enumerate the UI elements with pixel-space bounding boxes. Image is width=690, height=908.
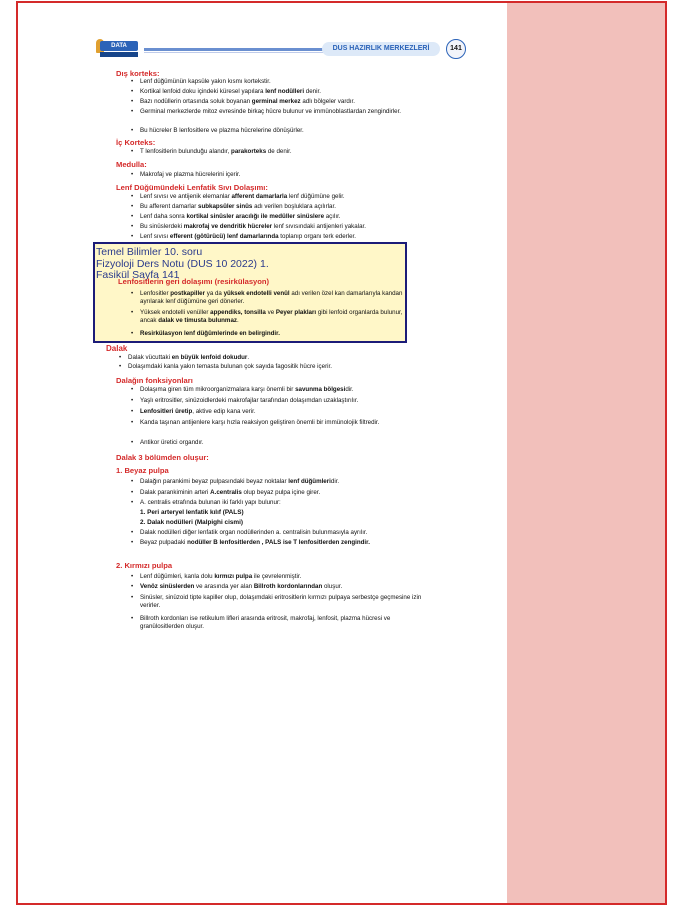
heading-dalak-fonksiyon: Dalağın fonksiyonları <box>116 376 193 385</box>
dusdata-logo <box>96 39 142 59</box>
list-item: • Venöz sinüslerden ve arasında yer alan Billroth kordonlarından oluşur. <box>140 583 430 591</box>
side-margin-panel <box>507 3 667 903</box>
note-title: Temel Bilimler 10. soru <box>96 246 203 258</box>
list-item: • Bu sinüslerdeki makrofaj ve dendritik hücreler lenf sıvısındaki antijenleri yakalar. <box>140 223 430 231</box>
list-item: • Germinal merkezlerde mitoz evresinde birkaç hücre bulunur ve immünoblastlardan zengindirler. <box>140 108 430 116</box>
numbered-item: 1. Peri arteryel lenfatik kılıf (PALS) <box>140 509 244 516</box>
list-item: • Antikor üretici organdır. <box>140 439 430 447</box>
header-rule <box>144 48 344 51</box>
list-item: • Kortikal lenfoid doku içindeki küresel yapılara lenf nodülleri denir. <box>140 88 430 96</box>
list-item: • Yaşlı eritrositler, sinüzoidlerdeki makrofajlar tarafından dolaşımdan uzaklaştırılır. <box>140 397 430 405</box>
list-item: • Sinüsler, sinüzoid tipte kapiller olup, dolaşımdaki eritrositlerin kırmızı pulpaya serbestçe geçmesine izin verirler. <box>140 594 430 610</box>
heading-dis-korteks: Dış korteks: <box>116 69 160 78</box>
list-item: • Dolaşıma giren tüm mikroorganizmalara karşı önemli bir savunma bölgesidir. <box>140 386 430 394</box>
list-item: • Kanda taşınan antijenlere karşı hızla reaksiyon geliştiren önemli bir immünolojik filtredir. <box>140 419 430 427</box>
page-frame <box>16 1 667 905</box>
header-rule-thin <box>144 52 344 53</box>
page-number: 141 <box>446 39 466 59</box>
note-source: Fizyoloji Ders Notu (DUS 10 2022) 1. <box>96 258 269 270</box>
list-item: • Yüksek endotelli venüller appendiks, tonsilla ve Peyer plakları gibi lenfoid organlarda bulunur, ancak dalak ve timusta bulunmaz. <box>140 309 407 325</box>
list-item: • Dalak nodülleri diğer lenfatik organ nodüllerinden a. centralisin bulunmasıyla ayrılır. <box>140 529 430 537</box>
page-header <box>96 39 468 59</box>
document-page <box>18 3 507 903</box>
list-item: • Bu hücreler B lenfositlere ve plazma hücrelerine dönüşürler. <box>140 127 430 135</box>
heading-beyaz-pulpa: 1. Beyaz pulpa <box>116 466 169 475</box>
annotation-note-box <box>93 242 407 343</box>
heading-kirmizi-pulpa: 2. Kırmızı pulpa <box>116 561 173 570</box>
heading-lenf-dolasim: Lenf Düğümündeki Lenfatik Sıvı Dolaşımı: <box>116 183 268 192</box>
list-item: • T lenfositlerin bulunduğu alandır, parakorteks de denir. <box>140 148 430 156</box>
list-item: • Bazı nodüllerin ortasında soluk boyanan germinal merkez adlı bölgeler vardır. <box>140 98 430 106</box>
list-item: • Makrofaj ve plazma hücrelerini içerir. <box>140 171 430 179</box>
heading-dalak-bolum: Dalak 3 bölümden oluşur: <box>116 453 209 462</box>
list-item: • Lenf sıvısı ve antijenik elemanlar afferent damarlarla lenf düğümüne gelir. <box>140 193 430 201</box>
logo-tagline-bar <box>100 52 138 57</box>
logo-text: DATA <box>100 41 138 51</box>
list-item: • Lenfositler postkapiller ya da yüksek endotelli venül adı verilen özel kan damarlarıyla kandan ayrılarak lenf düğümüne geri dönerler. <box>140 290 407 306</box>
header-title: DUS HAZIRLIK MERKEZLERİ <box>322 42 440 56</box>
list-item: • Dalak vücuttaki en büyük lenfoid dokudur. <box>128 354 418 362</box>
list-item: • Dalağın parankimi beyaz pulpasındaki beyaz noktalar lenf düğümleridir. <box>140 478 430 486</box>
list-item: • Bu afferent damarlar subkapsüler sinüs adı verilen boşluklara açılırlar. <box>140 203 430 211</box>
numbered-item: 2. Dalak nodülleri (Malpighi cismi) <box>140 519 243 526</box>
list-item: • Lenf daha sonra kortikal sinüsler aracılığı ile medüller sinüslere açılır. <box>140 213 430 221</box>
heading-resirkulasyon: Lenfositlerin geri dolaşımı (resirkülasyon) <box>118 277 270 286</box>
list-item: • Dolaşımdaki kanla yakın temasta bulunan çok sayıda fagositik hücre içerir. <box>128 363 418 371</box>
list-item: • Billroth kordonları ise retikulum lifleri arasında eritrosit, makrofaj, lenfosit, plazma hücresi ve granülositlerden oluşur. <box>140 615 430 631</box>
list-item: • Lenf düğümünün kapsüle yakın kısmı kortekstir. <box>140 78 430 86</box>
note-page: Fasikül Sayfa 141 <box>96 269 180 281</box>
list-item: • Dalak parankiminin arteri A.centralis olup beyaz pulpa içine girer. <box>140 489 430 497</box>
list-item: • Lenf sıvısı efferent (götürücü) lenf damarlarında toplanıp organı terk ederler. <box>140 233 450 241</box>
list-item: • Lenfositleri üretip, aktive edip kana verir. <box>140 408 430 416</box>
heading-dalak: Dalak <box>106 344 128 353</box>
list-item: • A. centralis etrafında bulunan iki farklı yapı bulunur: <box>140 499 430 507</box>
heading-medulla: Medulla: <box>116 160 147 169</box>
list-item: • Beyaz pulpadaki nodüller B lenfositlerden , PALS ise T lenfositlerden zengindir. <box>140 539 430 547</box>
list-item: • Lenf düğümleri, kanla dolu kırmızı pulpa ile çevrelenmiştir. <box>140 573 430 581</box>
heading-ic-korteks: İç Korteks: <box>116 138 156 147</box>
list-item: • Resirkülasyon lenf düğümlerinde en belirgindir. <box>140 330 407 338</box>
